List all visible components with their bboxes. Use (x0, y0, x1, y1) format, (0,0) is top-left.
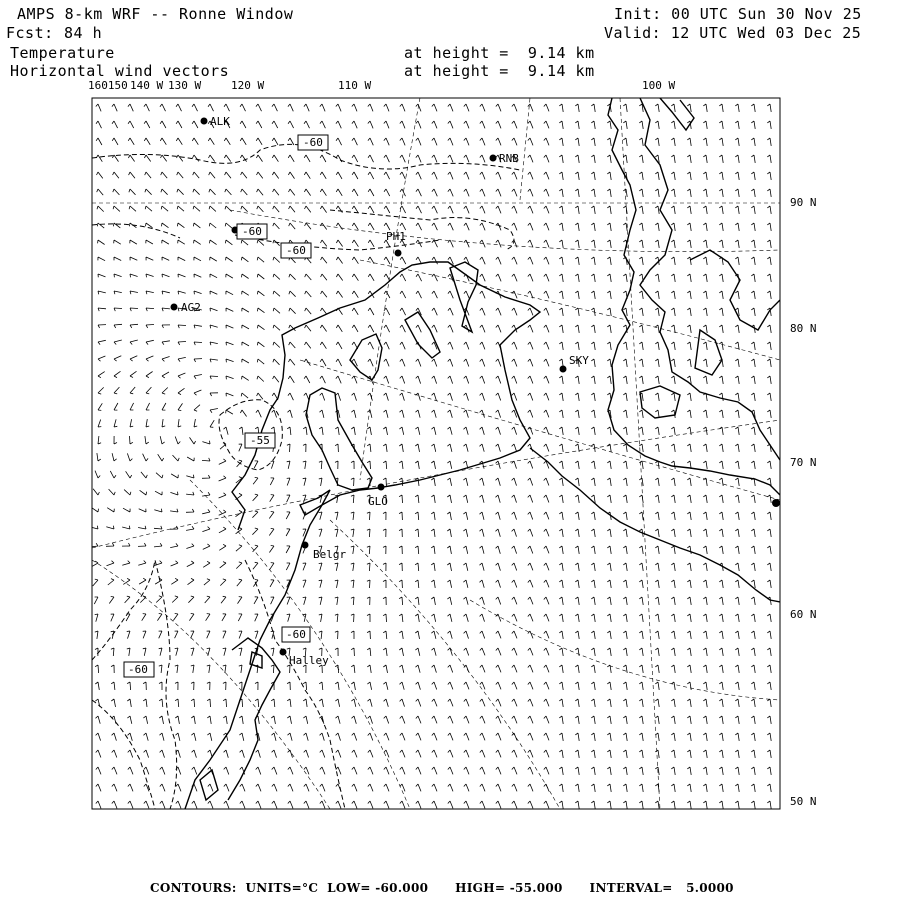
station-ag2: AG2 (181, 301, 201, 314)
station-belgr: Belgr (313, 548, 347, 561)
field-wind-vectors: Horizontal wind vectors (10, 62, 230, 80)
contour-label: -55 (250, 434, 270, 447)
contour-label: -60 (286, 244, 306, 257)
height-temperature: at height = 9.14 km (404, 44, 595, 62)
lat-label-60n: 60 N (790, 608, 817, 621)
lon-label-160-150: 160150 (88, 79, 128, 92)
contour-label: -60 (303, 136, 323, 149)
station-sky: SKY (569, 354, 589, 367)
lat-label-80n: 80 N (790, 322, 817, 335)
init-time: Init: 00 UTC Sun 30 Nov 25 (614, 5, 862, 23)
station-glo: GLO (368, 495, 388, 508)
forecast-label: Fcst: (6, 24, 54, 42)
forecast-hours: 84 h (64, 24, 103, 42)
lon-label-120w: 120 W (231, 79, 265, 92)
contour-label: -60 (286, 628, 306, 641)
lat-label-90n: 90 N (790, 196, 817, 209)
height-wind: at height = 9.14 km (404, 62, 595, 80)
station-alk: ALK (210, 115, 230, 128)
lon-label-140w: 140 W (130, 79, 164, 92)
valid-time: Valid: 12 UTC Wed 03 Dec 25 (604, 24, 862, 42)
lat-label-50n: 50 N (790, 795, 817, 808)
station-ph1: PH1 (386, 230, 406, 243)
field-temperature: Temperature (10, 44, 115, 62)
station-rnb: RNB (499, 152, 519, 165)
contour-info-footer: CONTOURS: UNITS=°C LOW= -60.000 HIGH= -55.000 INTERVAL= 5.0000 (150, 881, 734, 895)
lon-label-130w: 130 W (168, 79, 202, 92)
map-title: AMPS 8-km WRF -- Ronne Window (17, 5, 294, 23)
lon-label-110w: 110 W (338, 79, 372, 92)
contour-label: -60 (242, 225, 262, 238)
contour-label: -60 (128, 663, 148, 676)
lat-label-70n: 70 N (790, 456, 817, 469)
lon-label-100w: 100 W (642, 79, 676, 92)
station-halley: Halley (289, 654, 329, 667)
